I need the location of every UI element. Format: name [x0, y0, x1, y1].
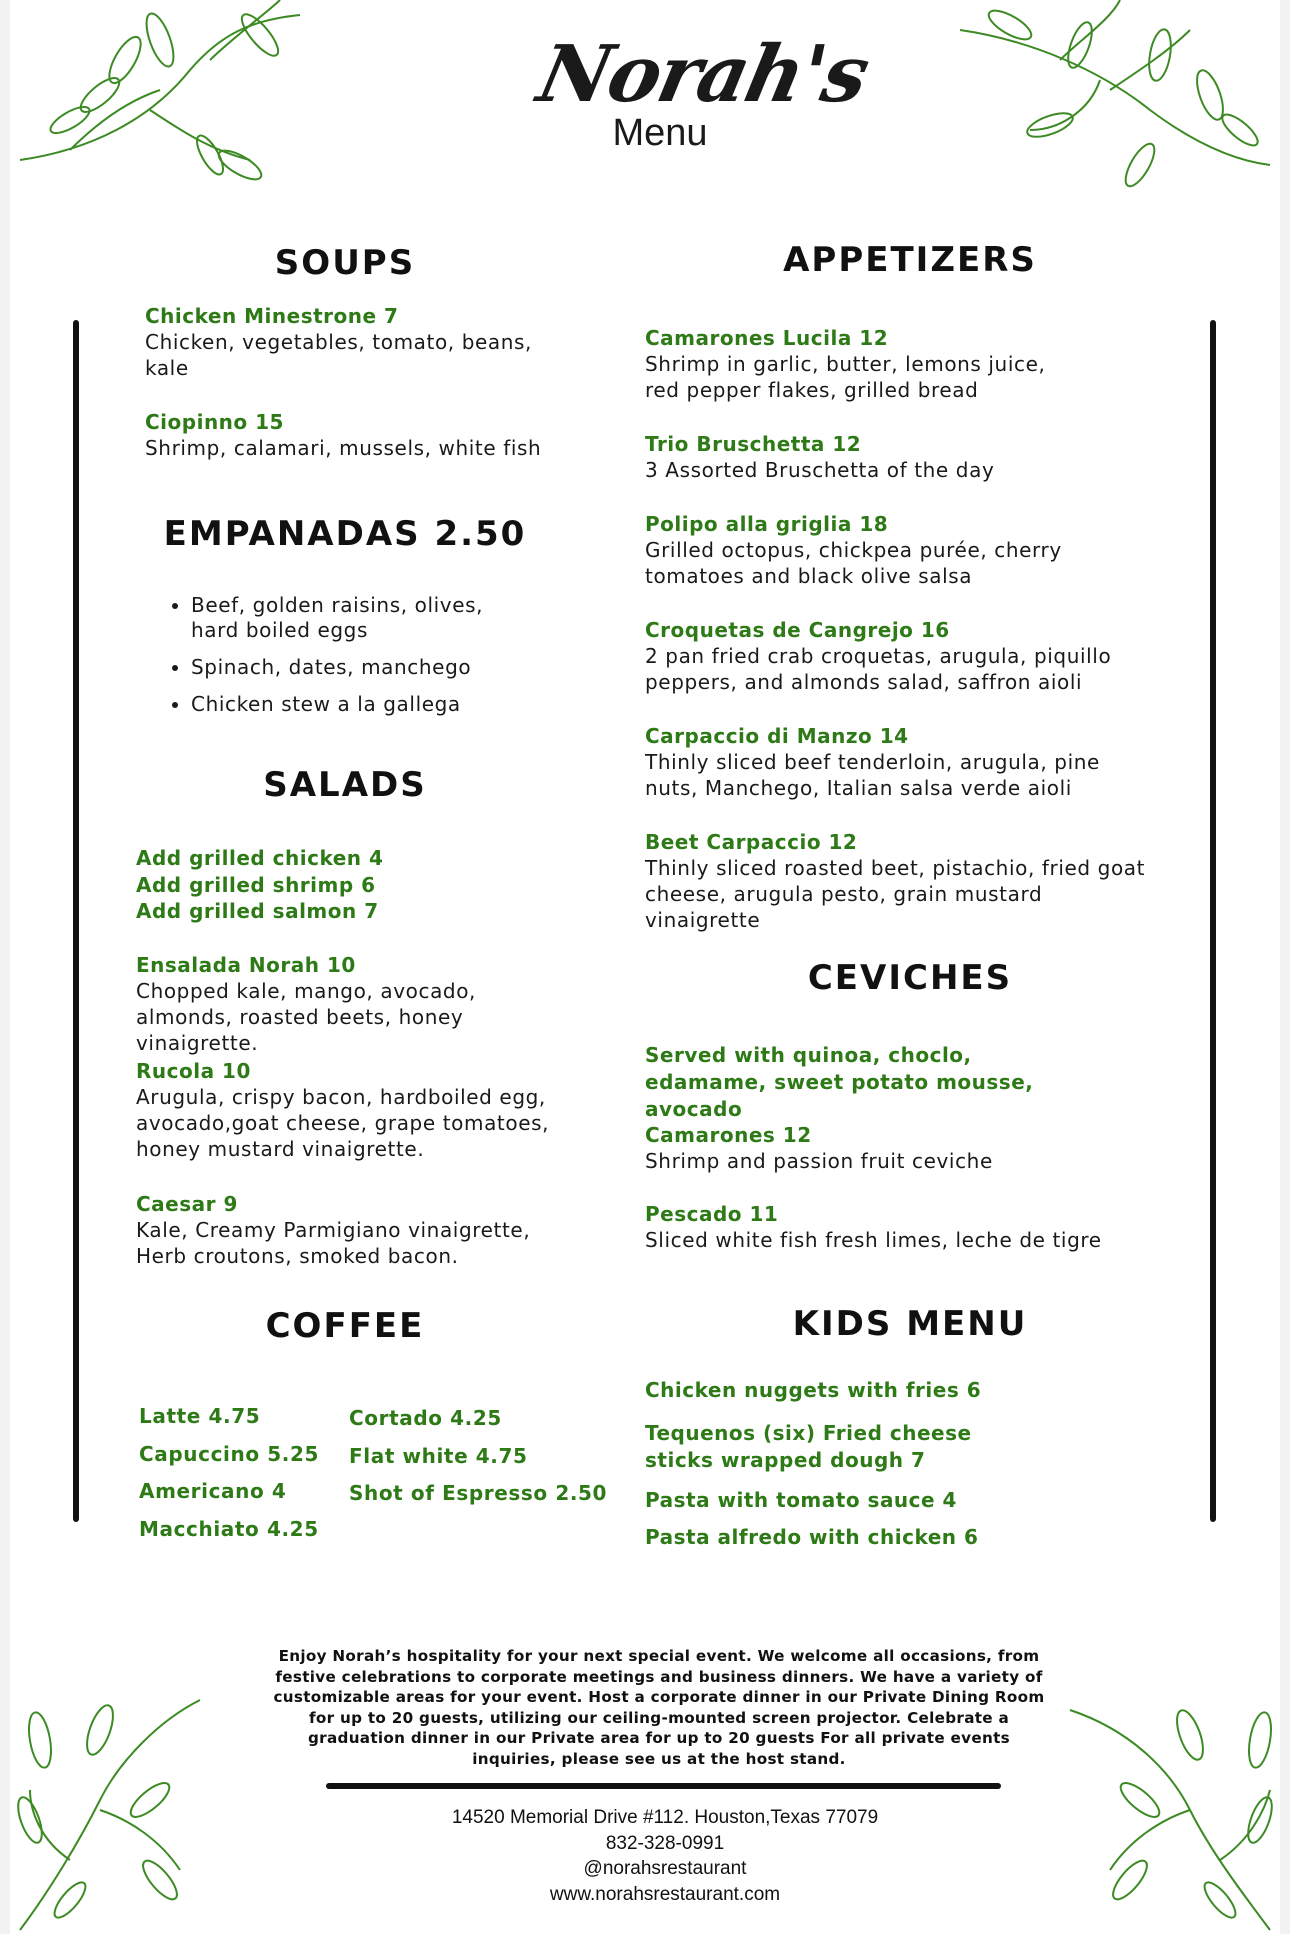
item-name: Rucola 10 — [136, 1059, 251, 1083]
menu-item — [145, 303, 535, 381]
item-name: Camarones 12 — [645, 1123, 812, 1147]
private-events-text: Enjoy Norah’s hospitality for your next special event. We welcome all occasions, from festive celebrations to corporate meetings and business dinners. We have a variety of customizable areas for your event. Host a corporate dinner in our Private Dining Room for up to 20 guests, utilizing our ceiling-mounted screen projector. Celebrate a graduation dinner in our Private area for up to 20 guests For all private events inquiries, please see us at the host stand. — [273, 1647, 1045, 1768]
item-name: Ciopinno 15 — [145, 410, 284, 434]
item-name: Croquetas de Cangrejo 16 — [645, 618, 950, 642]
item-description: Chicken, vegetables, tomato, beans, kale — [145, 330, 533, 380]
restaurant-logo — [530, 29, 876, 200]
coffee-item: Latte 4.75 — [139, 1404, 261, 1428]
menu-item — [645, 723, 1155, 801]
appetizers-heading: APPETIZERS — [783, 240, 1037, 280]
item-name: Polipo alla griglia 18 — [645, 512, 889, 536]
kids-item: Tequenos (six) Fried cheese sticks wrapped dough 7 — [645, 1421, 972, 1472]
item-description: Shrimp in garlic, butter, lemons juice, red pepper flakes, grilled bread — [645, 352, 1046, 402]
menu-item — [136, 1058, 556, 1162]
leaf-branch-bottom-right-icon — [1050, 1690, 1280, 1934]
logo-name: Norah's — [530, 29, 876, 120]
item-description: Shrimp and passion fruit ceviche — [645, 1149, 993, 1173]
menu-item — [645, 511, 1155, 589]
coffee-item: Americano 4 — [139, 1479, 287, 1503]
menu-item — [645, 325, 1065, 403]
menu-item — [145, 409, 565, 461]
item-name: Trio Bruschetta 12 — [645, 432, 862, 456]
coffee-column-1 — [139, 1404, 319, 1554]
left-divider — [73, 320, 79, 1522]
item-description: Shrimp, calamari, mussels, white fish — [145, 436, 542, 460]
right-divider — [1210, 320, 1216, 1522]
menu-item — [645, 617, 1125, 695]
coffee-item: Flat white 4.75 — [349, 1443, 528, 1468]
salad-addon: Add grilled salmon 7 — [136, 899, 379, 923]
address: 14520 Memorial Drive #112. Houston,Texas 77079 — [451, 1807, 879, 1828]
menu-item — [136, 1191, 536, 1269]
item-description: Kale, Creamy Parmigiano vinaigrette, Herb croutons, smoked bacon. — [136, 1218, 531, 1268]
soups-heading: SOUPS — [274, 243, 416, 283]
item-description: Thinly sliced roasted beet, pistachio, fried goat cheese, arugula pesto, grain mustard vinaigrette — [645, 856, 1146, 932]
salad-addon: Add grilled chicken 4 — [136, 846, 384, 870]
list-item: • Spinach, dates, manchego — [191, 655, 521, 680]
coffee-column-2 — [349, 1406, 607, 1519]
footer-divider — [326, 1783, 1001, 1789]
item-name: Ensalada Norah 10 — [136, 953, 356, 977]
menu-item — [645, 431, 1145, 483]
salad-addon: Add grilled shrimp 6 — [136, 873, 376, 897]
item-name: Caesar 9 — [136, 1192, 238, 1216]
item-description: Grilled octopus, chickpea purée, cherry tomatoes and black olive salsa — [645, 538, 1062, 588]
leaf-branch-bottom-left-icon — [10, 1690, 210, 1934]
coffee-item: Capuccino 5.25 — [139, 1441, 319, 1466]
salads-heading: SALADS — [263, 765, 427, 805]
empanadas-heading: EMPANADAS 2.50 — [163, 514, 527, 554]
item-description: 2 pan fried crab croquetas, arugula, piquillo peppers, and almonds salad, saffron aioli — [645, 644, 1112, 694]
kids-menu-heading: KIDS MENU — [792, 1304, 1028, 1344]
menu-item — [645, 1201, 1125, 1253]
item-name: Beet Carpaccio 12 — [645, 830, 858, 854]
item-description: Chopped kale, mango, avocado, almonds, roasted beets, honey vinaigrette. — [136, 979, 477, 1055]
kids-item: Pasta alfredo with chicken 6 — [645, 1525, 979, 1549]
leaf-branch-top-left-icon — [10, 0, 310, 200]
ceviches-heading: CEVICHES — [807, 958, 1013, 998]
empanadas-list — [155, 593, 521, 729]
item-name: Carpaccio di Manzo 14 — [645, 724, 909, 748]
coffee-item: Macchiato 4.25 — [139, 1516, 319, 1541]
list-item: • Chicken stew a la gallega — [191, 692, 521, 717]
item-description: Sliced white fish fresh limes, leche de tigre — [645, 1228, 1102, 1252]
ceviche-note: Served with quinoa, choclo, edamame, sweet potato mousse, avocado — [645, 1043, 1034, 1121]
logo-subtitle: Menu — [612, 112, 708, 154]
menu-item — [136, 952, 576, 1056]
menu-page — [10, 0, 1280, 1934]
contact-info — [310, 1805, 1020, 1907]
coffee-heading: COFFEE — [265, 1306, 425, 1346]
item-name: Chicken Minestrone 7 — [145, 304, 399, 328]
menu-item — [645, 829, 1155, 933]
item-description: 3 Assorted Bruschetta of the day — [645, 458, 995, 482]
kids-item: Chicken nuggets with fries 6 — [645, 1378, 982, 1402]
phone: 832-328-0991 — [605, 1832, 725, 1854]
social-handle: @norahsrestaurant — [583, 1858, 747, 1879]
coffee-item: Cortado 4.25 — [349, 1406, 502, 1430]
item-description: Arugula, crispy bacon, hardboiled egg, avocado,goat cheese, grape tomatoes, honey mustard vinaigrette. — [136, 1085, 550, 1161]
list-item: • Beef, golden raisins, olives, hard boiled eggs — [191, 593, 521, 643]
item-description: Thinly sliced beef tenderloin, arugula, pine nuts, Manchego, Italian salsa verde aioli — [645, 750, 1100, 800]
coffee-item: Shot of Espresso 2.50 — [349, 1481, 608, 1505]
menu-item — [645, 1122, 1095, 1174]
leaf-branch-top-right-icon — [950, 0, 1280, 200]
item-name: Camarones Lucila 12 — [645, 326, 889, 350]
item-name: Pescado 11 — [645, 1202, 779, 1226]
kids-item: Pasta with tomato sauce 4 — [645, 1488, 957, 1512]
website: www.norahsrestaurant.com — [549, 1883, 781, 1905]
